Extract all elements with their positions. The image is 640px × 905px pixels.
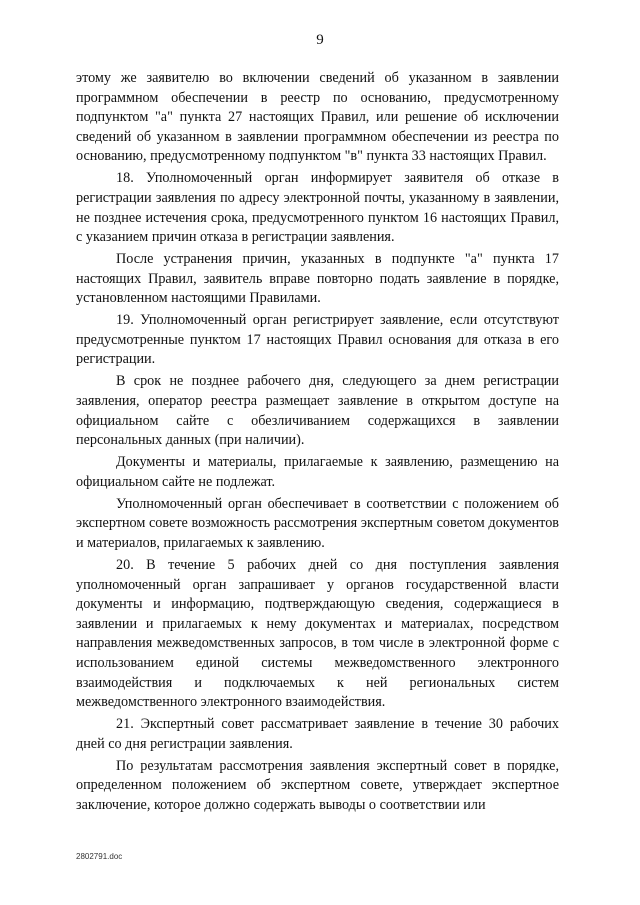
document-footer: 2802791.doc bbox=[76, 852, 123, 861]
paragraph-18-resubmission: После устранения причин, указанных в подпункте "а" пункта 17 настоящих Правил, заявитель вправе повторно подать заявление в порядке, установленном настоящими Правилами. bbox=[76, 251, 559, 307]
page-number: 9 bbox=[316, 32, 324, 48]
document-body bbox=[76, 69, 559, 818]
paragraph-19: 19. Уполномоченный орган регистрирует заявление, если отсутствуют предусмотренные пунктом 17 настоящих Правил основания для отказа в его регистрации. bbox=[76, 312, 559, 368]
paragraph-19-documents: Документы и материалы, прилагаемые к заявлению, размещению на официальном сайте не подлежат. bbox=[76, 454, 559, 490]
paragraph-21: 21. Экспертный совет рассматривает заявление в течение 30 рабочих дней со дня регистрации заявления. bbox=[76, 716, 559, 752]
paragraph-19-expert-council: Уполномоченный орган обеспечивает в соответствии с положением об экспертном совете возможность рассмотрения экспертным советом документов и материалов, прилагаемых к заявлению. bbox=[76, 495, 559, 551]
paragraph-continuation: этому же заявителю во включении сведений об указанном в заявлении программном обеспечении в реестр по основанию, предусмотренному подпунктом "а" пункта 27 настоящих Правил, или решение об исключении сведений об указанном в заявлении программном обеспечении из реестра по основанию, предусмотренному подпунктом "в" пункта 33 настоящих Правил. bbox=[76, 70, 559, 165]
paragraph-20: 20. В течение 5 рабочих дней со дня поступления заявления уполномоченный орган запрашивает у органов государственной власти документы и информацию, подтверждающую сведения, содержащиеся в заявлении и прилагаемых к нему документах и материалах, посредством направления межведомственных запросов, в том числе в электронной форме с использованием единой системы межведомственного электронного взаимодействия и подключаемых к ней региональных систем межведомственного электронного взаимодействия. bbox=[76, 556, 559, 711]
paragraph-18: 18. Уполномоченный орган информирует заявителя об отказе в регистрации заявления по адресу электронной почты, указанному в заявлении, не позднее истечения срока, предусмотренного пунктом 16 настоящих Правил, с указанием причин отказа в регистрации заявления. bbox=[76, 170, 559, 246]
paragraph-21-conclusion: По результатам рассмотрения заявления экспертный совет в порядке, определенном положением об экспертном совете, утверждает экспертное заключение, которое должно содержать выводы о соответствии или bbox=[76, 757, 559, 813]
paragraph-19-publication: В срок не позднее рабочего дня, следующего за днем регистрации заявления, оператор реестра размещает заявление в открытом доступе на официальном сайте с обезличиванием содержащихся в заявлении персональных данных (при наличии). bbox=[76, 373, 559, 449]
